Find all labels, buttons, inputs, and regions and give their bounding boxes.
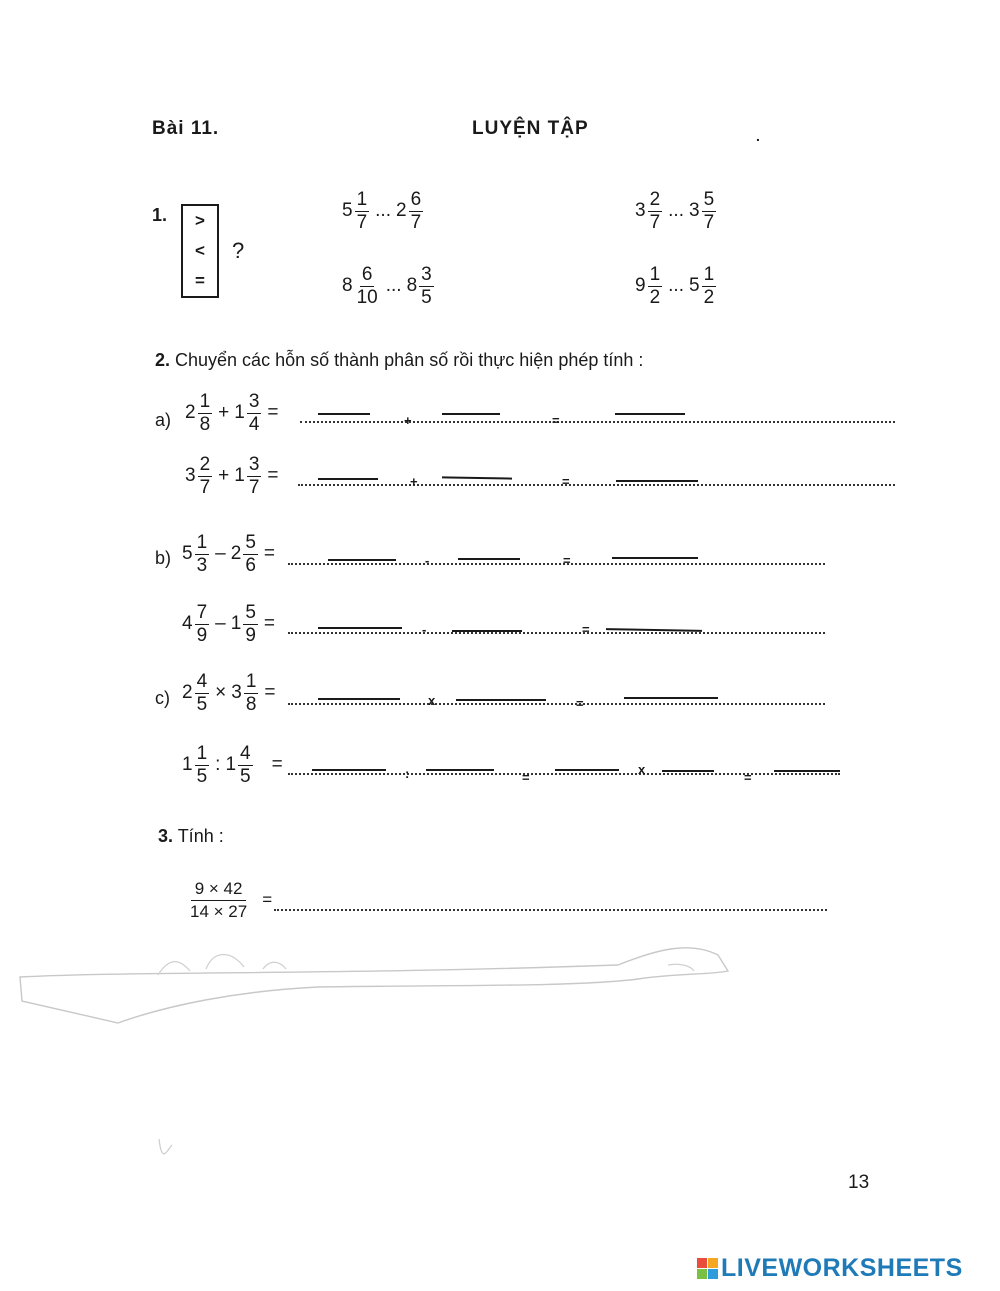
part-b-label: b) (155, 548, 172, 568)
fraction-answer-bar[interactable] (318, 698, 400, 700)
denominator: 9 (196, 624, 208, 646)
fraction-answer-bar[interactable] (615, 413, 685, 415)
fraction (247, 455, 262, 498)
fraction (355, 190, 370, 233)
numerator: 2 (199, 454, 211, 475)
fraction-answer-bar[interactable] (452, 630, 522, 632)
comparison-item (342, 190, 424, 233)
numerator: 5 (703, 189, 715, 210)
denominator: 7 (703, 211, 715, 233)
denominator: 5 (196, 693, 208, 715)
comparison-item (635, 190, 717, 233)
comparison-item (635, 265, 717, 308)
fraction (195, 744, 210, 787)
equals-sign: = (263, 613, 275, 635)
fraction (355, 265, 380, 308)
equals-sign: = (552, 413, 560, 428)
numerator: 1 (356, 189, 368, 210)
operator: + (404, 413, 412, 428)
whole-part: 1 (234, 402, 245, 424)
exercise-2-instruction (155, 350, 643, 371)
comparison-blank[interactable]: ... (668, 200, 684, 222)
fraction (702, 265, 717, 308)
equals-sign: = (744, 770, 752, 785)
equals-sign: = (271, 754, 283, 776)
brand-name: LIVEWORKSHEETS (721, 1254, 963, 1282)
whole-part: 3 (231, 682, 242, 704)
fraction-answer-bar[interactable] (456, 699, 546, 701)
fraction (247, 392, 262, 435)
whole-part: 4 (182, 613, 193, 635)
exercise-3-instruction (158, 826, 224, 847)
product-fraction-expression (185, 880, 272, 921)
comparison-item (342, 265, 435, 308)
fraction (648, 265, 663, 308)
fraction (186, 880, 251, 921)
denominator: 4 (248, 413, 260, 435)
numerator: 6 (361, 264, 373, 285)
comparison-blank[interactable]: ... (668, 275, 684, 297)
numerator: 1 (703, 264, 715, 285)
numerator: 3 (421, 264, 432, 285)
liveworksheets-logo-icon (697, 1258, 718, 1279)
fraction-answer-bar[interactable] (555, 769, 619, 771)
mixed-number-expression (182, 672, 281, 715)
fraction-answer-bar[interactable] (624, 697, 718, 699)
fraction (195, 672, 210, 715)
exercise-1-number: 1. (152, 205, 168, 225)
whole-part: 5 (182, 543, 193, 565)
answer-dotted-line[interactable] (300, 421, 895, 423)
whole-part: 1 (234, 465, 245, 487)
operator: : (215, 754, 221, 776)
fraction (195, 603, 210, 646)
fraction-answer-bar[interactable] (318, 478, 378, 480)
exercise-3-number: 3. (158, 826, 174, 846)
numerator: 4 (196, 671, 208, 692)
page-title: LUYỆN TẬP (472, 118, 589, 139)
denominator: 14 × 27 (190, 901, 248, 921)
part-c-label: c) (155, 688, 170, 708)
pen-mark (155, 1135, 175, 1157)
answer-dotted-line[interactable] (288, 632, 825, 634)
fraction (409, 190, 424, 233)
answer-dotted-line[interactable] (298, 484, 895, 486)
denominator: 5 (196, 765, 208, 787)
numerator: 3 (248, 391, 260, 412)
equals-sign: = (267, 402, 279, 424)
numerator: 1 (199, 391, 211, 412)
brand-logo[interactable] (697, 1254, 963, 1283)
whole-part: 1 (230, 613, 242, 635)
lesson-number: Bài 11. (152, 118, 220, 139)
whole-part: 5 (689, 275, 700, 297)
instruction-text: Chuyển các hỗn số thành phân số rồi thực hiện phép tính : (170, 350, 644, 370)
fraction-answer-bar[interactable] (328, 559, 396, 561)
fraction (419, 265, 434, 308)
denominator: 3 (196, 554, 208, 576)
denominator: 7 (410, 211, 422, 233)
equals-sign: = (576, 696, 584, 711)
fraction (238, 744, 253, 787)
equals-sign: = (522, 770, 530, 785)
equals-sign: = (262, 890, 273, 910)
operator: x (638, 762, 646, 777)
numerator: 5 (245, 602, 256, 623)
mixed-number-expression (185, 392, 284, 435)
equals-sign: = (267, 465, 279, 487)
numerator: 5 (245, 532, 256, 553)
numerator: 7 (196, 602, 208, 623)
operator: - (422, 622, 427, 637)
numerator: 1 (649, 264, 661, 285)
less-than-symbol: < (195, 241, 205, 260)
numerator: 3 (248, 454, 260, 475)
fraction-answer-bar[interactable] (616, 480, 698, 482)
whole-part: 3 (185, 465, 196, 487)
equals-sign: = (263, 543, 275, 565)
whole-part: 3 (635, 200, 646, 222)
equals-sign: = (562, 474, 570, 489)
denominator: 6 (245, 554, 256, 576)
mixed-number-expression (182, 744, 288, 787)
answer-dotted-line[interactable] (288, 773, 840, 775)
fraction-answer-bar[interactable] (318, 413, 370, 415)
operator: × (215, 682, 227, 704)
fraction (648, 190, 663, 233)
numerator: 9 × 42 (191, 880, 247, 901)
operator: - (425, 553, 430, 568)
whole-part: 8 (342, 275, 353, 297)
operator: + (218, 465, 230, 487)
comparison-blank[interactable]: ... (375, 200, 391, 222)
fraction-answer-bar[interactable] (442, 413, 500, 415)
fraction-answer-bar[interactable] (318, 627, 402, 629)
denominator: 5 (421, 286, 432, 308)
operator: + (410, 474, 418, 489)
mixed-number-expression (185, 455, 284, 498)
scan-smudge (18, 935, 738, 1035)
equals-sign: = (582, 622, 590, 637)
fraction (243, 533, 258, 576)
fraction (244, 672, 259, 715)
exercise-2-number: 2. (155, 350, 171, 370)
fraction-answer-bar[interactable] (458, 558, 520, 560)
numerator: 4 (240, 743, 251, 764)
fraction-answer-bar[interactable] (612, 557, 698, 559)
whole-part: 2 (230, 543, 242, 565)
part-a-label: a) (155, 410, 172, 430)
whole-part: 9 (635, 275, 646, 297)
whole-part: 2 (185, 402, 196, 424)
operator: – (215, 613, 226, 635)
whole-part: 1 (225, 754, 237, 776)
whole-part: 2 (182, 682, 193, 704)
header-dot: . (756, 128, 760, 144)
denominator: 7 (649, 211, 661, 233)
mixed-number-expression (182, 603, 280, 646)
answer-dotted-line[interactable] (288, 563, 825, 565)
fraction (702, 190, 717, 233)
page-number: 13 (848, 1172, 870, 1193)
whole-part: 1 (182, 754, 193, 776)
operator: – (215, 543, 226, 565)
denominator: 2 (703, 286, 715, 308)
operator: x (428, 693, 436, 708)
fraction-answer-bar[interactable] (774, 770, 840, 772)
whole-part: 8 (406, 275, 418, 297)
fraction-answer-bar[interactable] (312, 769, 386, 771)
equals-sign: = (563, 553, 571, 568)
fraction (198, 392, 213, 435)
answer-dotted-line[interactable] (288, 703, 825, 705)
whole-part: 3 (689, 200, 700, 222)
numerator: 2 (649, 189, 661, 210)
operator: + (218, 402, 230, 424)
question-mark: ? (232, 238, 245, 263)
whole-part: 2 (396, 200, 407, 222)
denominator: 10 (356, 286, 378, 308)
denominator: 7 (199, 476, 211, 498)
denominator: 7 (248, 476, 260, 498)
denominator: 8 (245, 693, 257, 715)
whole-part: 5 (342, 200, 353, 222)
fraction-answer-bar[interactable] (442, 476, 512, 479)
equals-sign: = (264, 682, 276, 704)
equal-symbol: = (195, 271, 205, 290)
denominator: 2 (649, 286, 661, 308)
numerator: 1 (196, 532, 208, 553)
denominator: 5 (240, 765, 251, 787)
fraction-answer-bar[interactable] (426, 769, 494, 771)
denominator: 9 (245, 624, 256, 646)
mixed-number-expression (182, 533, 280, 576)
numerator: 6 (410, 189, 422, 210)
numerator: 1 (196, 743, 208, 764)
denominator: 7 (356, 211, 368, 233)
numerator: 1 (245, 671, 257, 692)
fraction (198, 455, 213, 498)
instruction-text: Tính : (173, 826, 224, 846)
fraction (243, 603, 258, 646)
fraction-answer-bar[interactable] (662, 770, 714, 772)
greater-than-symbol: > (195, 211, 205, 230)
comparison-symbol-box (181, 204, 219, 298)
comparison-blank[interactable]: ... (385, 275, 402, 297)
operator: : (405, 766, 410, 781)
denominator: 8 (199, 413, 211, 435)
fraction (195, 533, 210, 576)
answer-dotted-line[interactable] (274, 909, 827, 911)
